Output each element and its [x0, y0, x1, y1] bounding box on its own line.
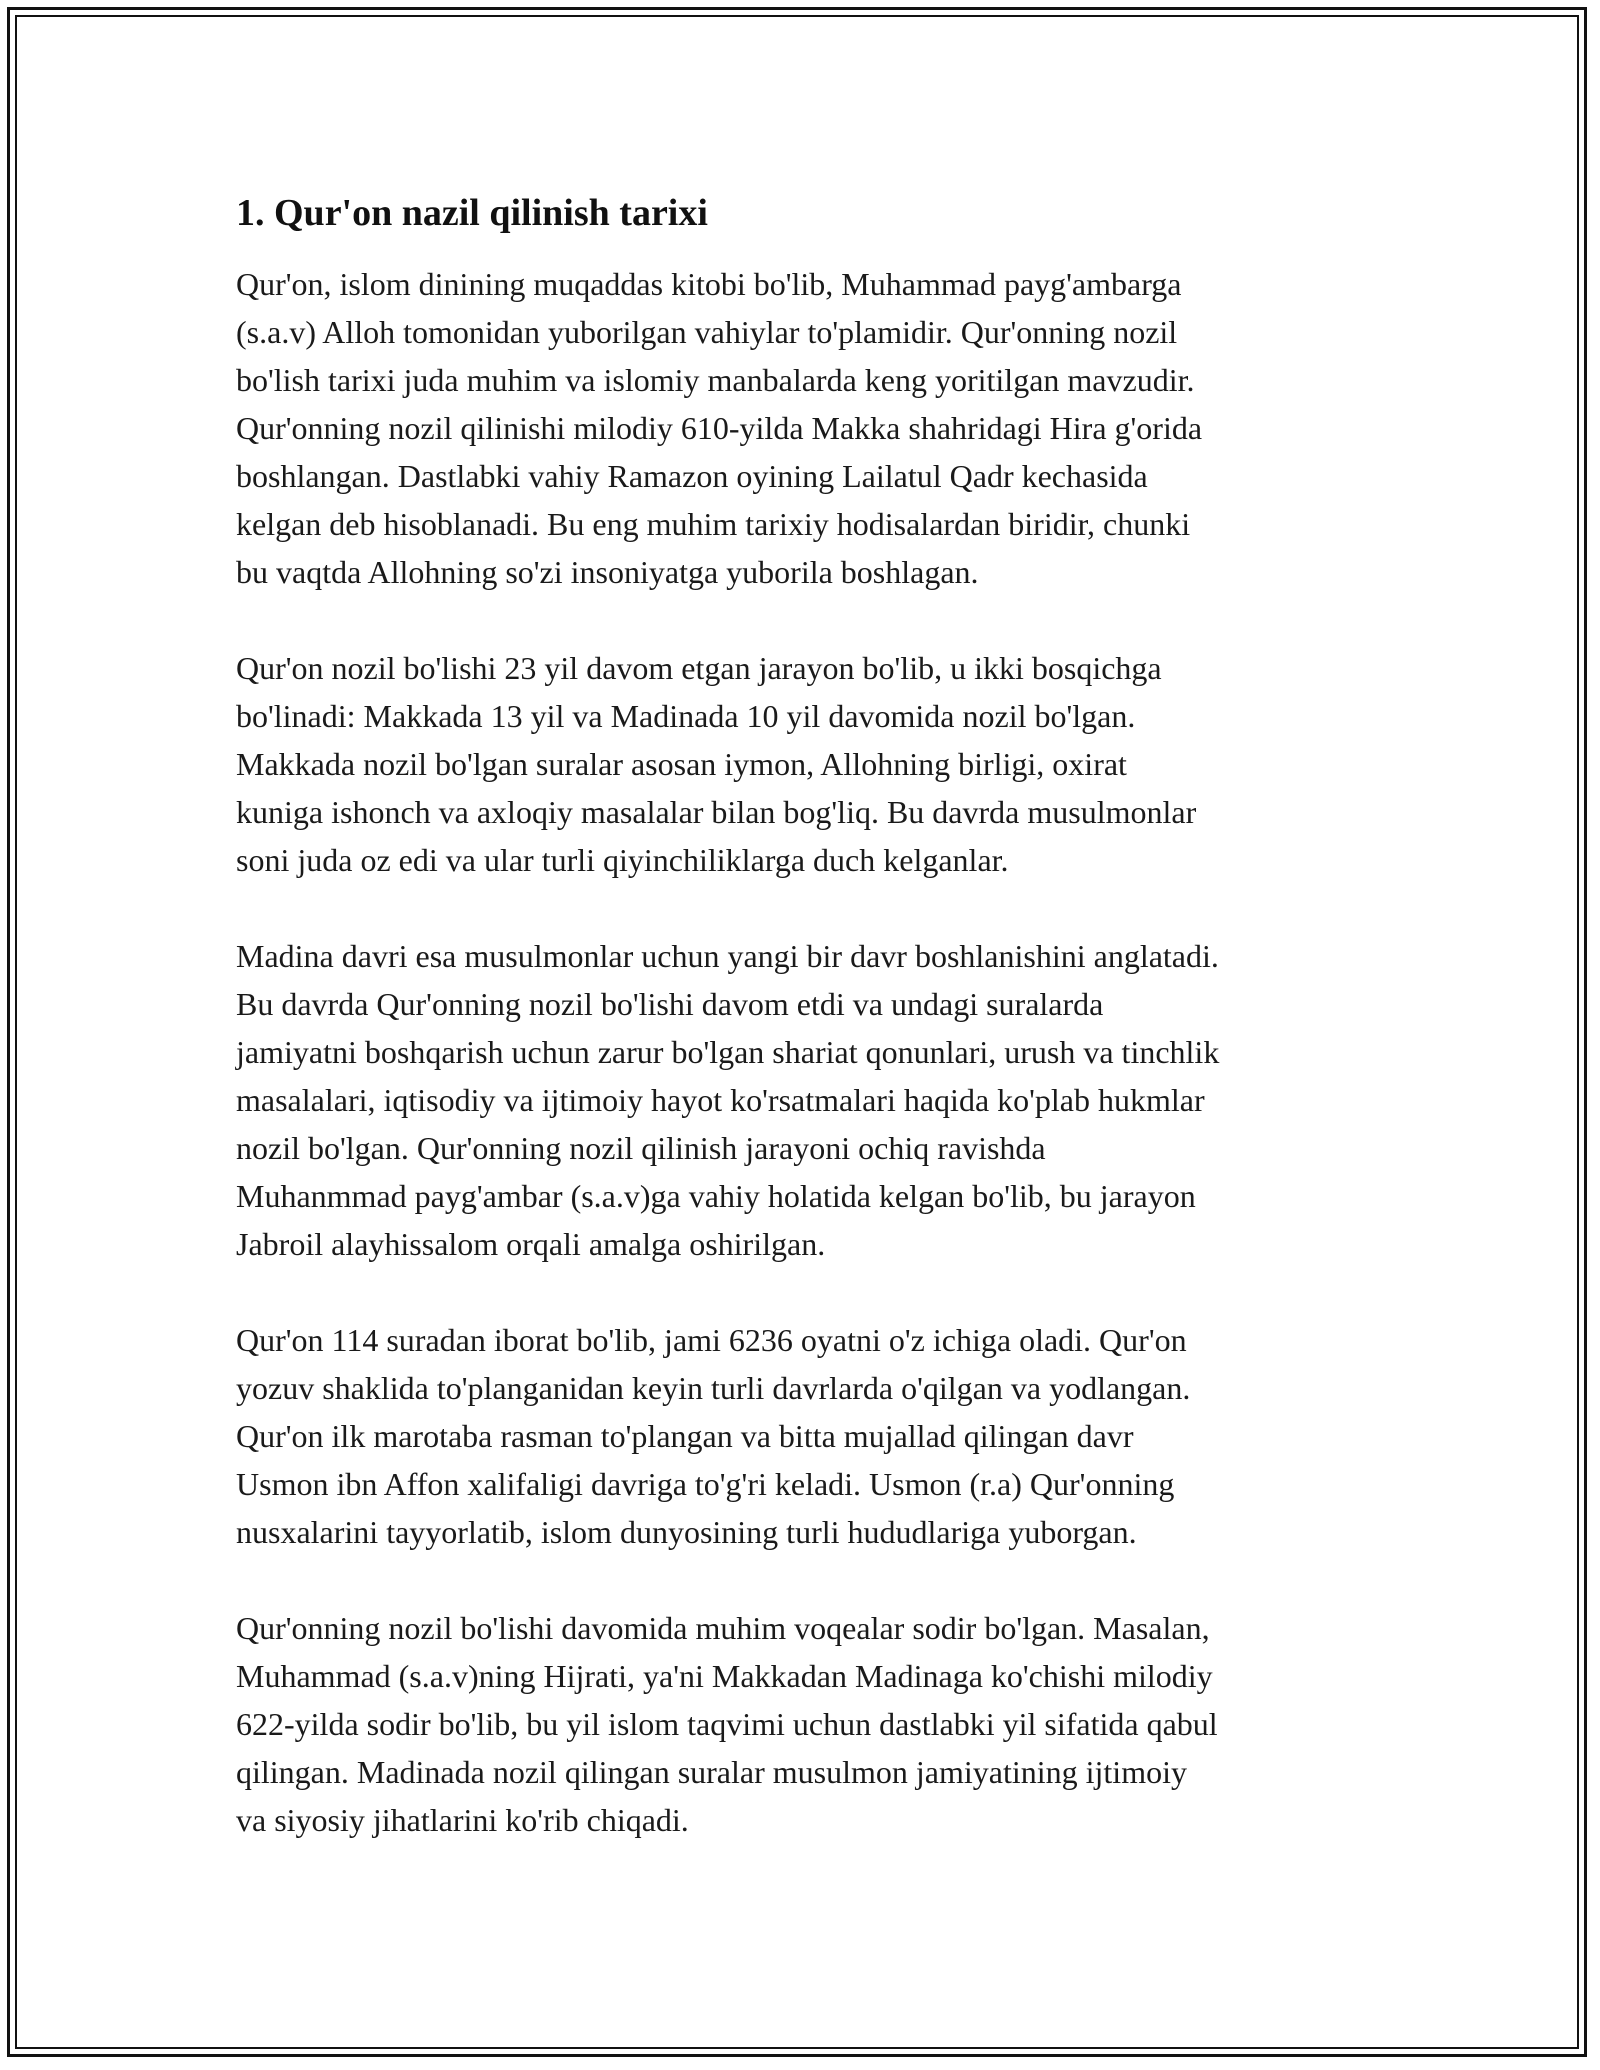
paragraph-4: Qur'on 114 suradan iborat bo'lib, jami 6236 oyatni o'z ichiga oladi. Qur'on yozuv shaklida to'planganidan keyin turli davrlarda o'qilgan va yodlangan. Qur'on ilk marotaba rasman to'plangan va bitta mujallad qilingan davr Usmon ibn Affon xalifaligi davriga to'g'ri keladi. Usmon (r.a) Qur'onning nusxalarini tayyorlatib, islom dunyosining turli hududlariga yuborgan.	[236, 1322, 1191, 1550]
document-body	[236, 188, 1386, 1892]
paragraph-1: Qur'on, islom dinining muqaddas kitobi bo'lib, Muhammad payg'ambarga (s.a.v) Alloh tomonidan yuborilgan vahiylar to'plamidir. Qur'onning nozil bo'lish tarixi juda muhim va islomiy manbalarda keng yoritilgan mavzudir. Qur'onning nozil qilinishi milodiy 610-yilda Makka shahridagi Hira g'orida boshlangan. Dastlabki vahiy Ramazon oyining Lailatul Qadr kechasida kelgan deb hisoblanadi. Bu eng muhim tarixiy hodisalardan biridir, chunki bu vaqtda Allohning so'zi insoniyatga yuborila boshlagan.	[236, 266, 1203, 590]
section-heading: 1. Qur'on nazil qilinish tarixi	[236, 192, 708, 234]
paragraph-2: Qur'on nozil bo'lishi 23 yil davom etgan jarayon bo'lib, u ikki bosqichga bo'linadi: Makkada 13 yil va Madinada 10 yil davomida nozil bo'lgan. Makkada nozil bo'lgan suralar asosan iymon, Allohning birligi, oxirat kuniga ishonch va axloqiy masalalar bilan bog'liq. Bu davrda musulmonlar soni juda oz edi va ular turli qiyinchiliklarga duch kelganlar.	[236, 650, 1197, 878]
paragraph-3: Madina davri esa musulmonlar uchun yangi bir davr boshlanishini anglatadi. Bu davrda Qur'onning nozil bo'lishi davom etdi va undagi suralarda jamiyatni boshqarish uchun zarur bo'lgan shariat qonunlari, urush va tinchlik masalalari, iqtisodiy va ijtimoiy hayot ko'rsatmalari haqida ko'plab hukmlar nozil bo'lgan. Qur'onning nozil qilinish jarayoni ochiq ravishda Muhanmmad payg'ambar (s.a.v)ga vahiy holatida kelgan bo'lib, bu jarayon Jabroil alayhissalom orqali amalga oshirilgan.	[236, 938, 1220, 1262]
paragraph-5: Qur'onning nozil bo'lishi davomida muhim voqealar sodir bo'lgan. Masalan, Muhammad (s.a.v)ning Hijrati, ya'ni Makkadan Madinaga ko'chishi milodiy 622-yilda sodir bo'lib, bu yil islom taqvimi uchun dastlabki yil sifatida qabul qilingan. Madinada nozil qilingan suralar musulmon jamiyatining ijtimoiy va siyosiy jihatlarini ko'rib chiqadi.	[236, 1610, 1218, 1838]
